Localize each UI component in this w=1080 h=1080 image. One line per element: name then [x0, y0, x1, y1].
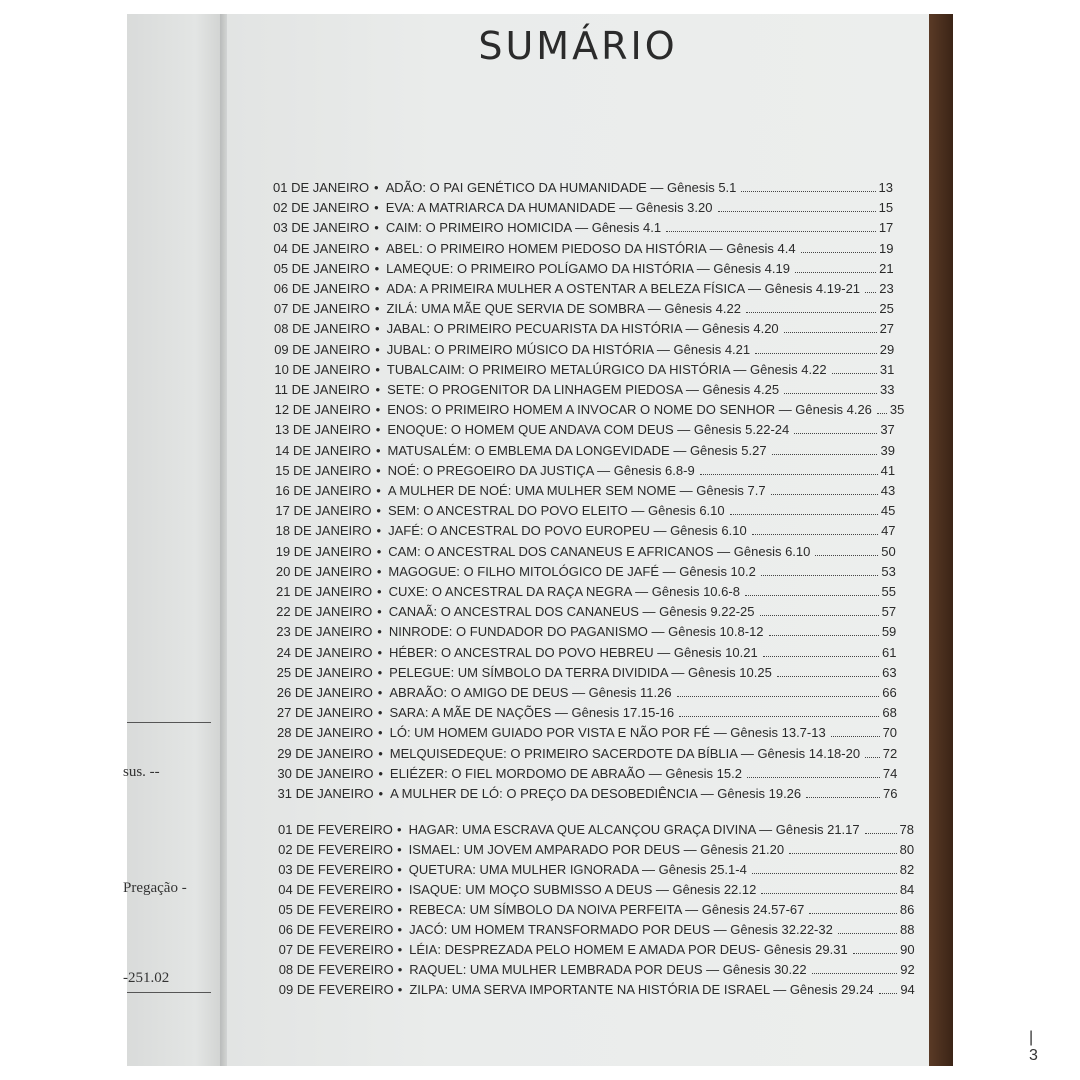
dot-leader — [755, 353, 877, 354]
toc-page-number: 41 — [880, 462, 896, 478]
toc-page-number: 13 — [878, 180, 893, 195]
toc-entry-title: ENOQUE: O HOMEM QUE ANDAVA COM DEUS — Gênesis 5.22-24 — [387, 422, 790, 438]
toc-page-number: 61 — [881, 644, 897, 660]
toc-entry — [275, 503, 895, 518]
toc-page-number: 88 — [900, 922, 915, 937]
bullet-icon: • — [397, 962, 403, 977]
toc-entry-title: ISMAEL: UM JOVEM AMPARADO POR DEUS — Gênesis 21.20 — [408, 842, 785, 857]
toc-page-number: 59 — [881, 624, 897, 640]
bullet-icon: • — [397, 862, 402, 877]
toc-page-number: 82 — [899, 862, 915, 877]
bullet-icon: • — [375, 321, 380, 337]
toc-entry — [273, 241, 893, 256]
toc-entry-title: ZILÁ: UMA MÃE QUE SERVIA DE SOMBRA — Gênesis 4.22 — [386, 301, 741, 317]
toc-date: 02 DE FEVEREIRO — [278, 842, 393, 857]
bullet-icon: • — [377, 664, 383, 680]
bullet-icon: • — [374, 281, 380, 296]
toc-date: 13 DE JANEIRO — [274, 422, 371, 438]
toc-entry — [278, 786, 898, 801]
dot-leader — [769, 635, 879, 636]
toc-date: 27 DE JANEIRO — [276, 705, 373, 721]
toc-page-number: 76 — [883, 786, 898, 801]
bullet-icon: • — [374, 260, 380, 276]
toc-page-number: 78 — [899, 822, 914, 837]
toc-date: 01 DE JANEIRO — [273, 180, 370, 195]
toc-entry — [274, 321, 894, 336]
dot-leader — [865, 833, 897, 834]
toc-entry-title: CAM: O ANCESTRAL DOS CANANEUS E AFRICANOS — Gênesis 6.10 — [388, 543, 811, 559]
bullet-icon: • — [374, 301, 380, 317]
toc-entry-title: REBECA: UM SÍMBOLO DA NOIVA PERFEITA — Gênesis 24.57-67 — [408, 902, 805, 917]
toc-page-number: 31 — [879, 361, 895, 377]
dot-leader — [772, 454, 878, 455]
bullet-icon: • — [376, 503, 381, 519]
toc-entry-title: JUBAL: O PRIMEIRO MÚSICO DA HISTÓRIA — Gênesis 4.21 — [386, 341, 751, 357]
toc-page-number: 15 — [878, 200, 894, 216]
bullet-icon: • — [374, 240, 379, 256]
toc-entry-title: QUETURA: UMA MULHER IGNORADA — Gênesis 25.1-4 — [408, 862, 747, 877]
toc-date: 05 DE FEVEREIRO — [278, 902, 394, 917]
toc-entry — [276, 544, 896, 559]
toc-entry — [276, 624, 896, 639]
left-page-rule-bottom — [127, 992, 211, 993]
bullet-icon: • — [377, 644, 382, 660]
toc-entry-title: A MULHER DE LÓ: O PREÇO DA DESOBEDIÊNCIA — Gênesis 19.26 — [390, 786, 802, 801]
toc-page-number: 92 — [900, 962, 915, 977]
dot-leader — [795, 272, 876, 273]
toc-entry — [275, 483, 895, 498]
toc-entry — [277, 685, 897, 700]
toc-entry-title: NOÉ: O PREGOEIRO DA JUSTIÇA — Gênesis 6.8-9 — [387, 462, 695, 478]
toc-date: 24 DE JANEIRO — [276, 644, 373, 660]
dot-leader — [832, 373, 877, 374]
toc-entry-title: MATUSALÉM: O EMBLEMA DA LONGEVIDADE — Gênesis 5.27 — [387, 442, 767, 458]
toc-entry-title: SEM: O ANCESTRAL DO POVO ELEITO — Gênesis 6.10 — [387, 503, 725, 519]
dot-leader — [794, 433, 877, 434]
dot-leader — [763, 656, 879, 657]
left-page-rule-top — [127, 722, 211, 723]
toc-entry — [278, 882, 914, 897]
toc-date: 14 DE JANEIRO — [274, 442, 372, 458]
toc-date: 21 DE JANEIRO — [276, 584, 373, 599]
toc-page-number: 84 — [899, 882, 915, 897]
toc-page-number: 66 — [882, 685, 897, 700]
toc-page-number: 35 — [889, 402, 905, 418]
toc-entry — [274, 342, 894, 357]
toc-entry — [276, 523, 896, 538]
toc-page-number: 45 — [880, 503, 896, 519]
toc-entry-title: ADÃO: O PAI GENÉTICO DA HUMANIDADE — Gênesis 5.1 — [385, 180, 737, 195]
toc-date: 08 DE FEVEREIRO — [278, 962, 394, 977]
toc-entry-title: ABRAÃO: O AMIGO DE DEUS — Gênesis 11.26 — [389, 685, 672, 700]
bullet-icon: • — [397, 822, 402, 837]
bullet-icon: • — [374, 200, 379, 216]
dot-leader — [806, 797, 880, 798]
toc-date: 30 DE JANEIRO — [277, 765, 374, 781]
toc-entry-title: PELEGUE: UM SÍMBOLO DA TERRA DIVIDIDA — Gênesis 10.25 — [389, 664, 772, 680]
toc-date: 09 DE JANEIRO — [274, 341, 371, 357]
toc-page-number: 63 — [882, 664, 897, 680]
toc-date: 08 DE JANEIRO — [274, 321, 371, 337]
dot-leader — [745, 595, 879, 596]
bullet-icon: • — [375, 442, 381, 458]
toc-entry-title: ISAQUE: UM MOÇO SUBMISSO A DEUS — Gênesis 22.12 — [408, 882, 757, 897]
toc-entry — [278, 842, 914, 857]
bullet-icon: • — [376, 462, 381, 478]
toc-page-number: 27 — [879, 321, 895, 337]
dot-leader — [815, 555, 878, 556]
toc-date: 10 DE JANEIRO — [274, 361, 371, 377]
toc-entry-title: RAQUEL: UMA MULHER LEMBRADA POR DEUS — Gênesis 30.22 — [409, 962, 807, 977]
toc-entry-title: EVA: A MATRIARCA DA HUMANIDADE — Gênesis 3.20 — [385, 200, 713, 216]
toc-entry-title: ELIÉZER: O FIEL MORDOMO DE ABRAÃO — Gênesis 15.2 — [389, 765, 742, 781]
dot-leader — [784, 332, 877, 333]
dot-leader — [746, 312, 876, 313]
dot-leader — [865, 757, 880, 758]
toc-page-number: 53 — [881, 563, 896, 579]
bullet-icon: • — [378, 786, 384, 801]
toc-entry — [277, 665, 897, 680]
bullet-icon: • — [397, 982, 403, 997]
toc-entry-title: LÓ: UM HOMEM GUIADO POR VISTA E NÃO POR FÉ — Gênesis 13.7-13 — [389, 725, 826, 741]
toc-entry-title: HÉBER: O ANCESTRAL DO POVO HEBREU — Gênesis 10.21 — [389, 644, 758, 660]
toc-entry-title: ZILPA: UMA SERVA IMPORTANTE NA HISTÓRIA DE ISRAEL — Gênesis 29.24 — [409, 982, 874, 997]
toc-entry — [274, 301, 894, 316]
toc-entry — [275, 463, 895, 478]
toc-entry — [276, 604, 896, 619]
toc-date: 29 DE JANEIRO — [277, 745, 374, 761]
toc-date: 28 DE JANEIRO — [277, 725, 374, 741]
bullet-icon: • — [378, 745, 383, 761]
dot-leader — [777, 676, 879, 677]
dot-leader — [853, 953, 897, 954]
dot-leader — [877, 413, 887, 414]
toc-entry — [274, 281, 894, 296]
toc-page-number: 47 — [881, 523, 896, 539]
bullet-icon: • — [375, 361, 380, 377]
toc-date: 06 DE JANEIRO — [273, 281, 370, 296]
dot-leader — [879, 993, 898, 994]
toc-entry-title: NINRODE: O FUNDADOR DO PAGANISMO — Gênesis 10.8-12 — [388, 624, 764, 640]
dot-leader — [838, 933, 897, 934]
toc-date: 04 DE FEVEREIRO — [278, 882, 394, 897]
toc-page-number: 68 — [882, 705, 897, 721]
dot-leader — [812, 973, 898, 974]
dot-leader — [865, 292, 876, 293]
bullet-icon: • — [375, 382, 381, 397]
toc-page-number: 72 — [882, 745, 898, 761]
toc-date: 11 DE JANEIRO — [274, 382, 370, 397]
toc-page-number: 29 — [879, 341, 895, 357]
bullet-icon: • — [375, 402, 381, 418]
left-page-fragment: Pregação - — [123, 880, 187, 896]
bullet-icon: • — [375, 341, 380, 357]
toc-page-number: 86 — [899, 902, 915, 917]
toc-entry — [277, 705, 897, 720]
toc-entry — [274, 261, 894, 276]
toc-page-number: 50 — [881, 543, 896, 559]
toc-entry — [276, 645, 896, 660]
bullet-icon: • — [377, 705, 383, 721]
toc-entry-title: CANAÃ: O ANCESTRAL DOS CANANEUS — Gênesis 9.22-25 — [388, 604, 755, 620]
left-page-fragment: sus. -- — [123, 764, 160, 780]
toc-date: 04 DE JANEIRO — [273, 240, 370, 256]
toc-entry — [277, 766, 897, 781]
bullet-icon: • — [376, 563, 382, 579]
toc-entry-title: ENOS: O PRIMEIRO HOMEM A INVOCAR O NOME DO SENHOR — Gênesis 4.26 — [387, 402, 872, 418]
dot-leader — [718, 211, 876, 212]
right-page — [227, 14, 1038, 1066]
bullet-icon: • — [374, 220, 379, 236]
toc-entry-title: MAGOGUE: O FILHO MITOLÓGICO DE JAFÉ — Gênesis 10.2 — [388, 563, 756, 579]
toc-page-number: 23 — [879, 281, 894, 296]
left-page — [123, 14, 225, 1066]
toc-entry — [273, 200, 893, 215]
bullet-icon: • — [397, 922, 403, 937]
book-photo — [123, 14, 1038, 1066]
toc-page-number: 55 — [881, 584, 896, 599]
toc-entry — [277, 746, 897, 761]
toc-entry — [279, 922, 915, 937]
toc-entry-title: JAFÉ: O ANCESTRAL DO POVO EUROPEU — Gênesis 6.10 — [388, 523, 747, 539]
toc-date: 15 DE JANEIRO — [275, 462, 372, 478]
toc-page-number: 94 — [900, 982, 915, 997]
toc-date: 19 DE JANEIRO — [275, 543, 372, 559]
toc-entry — [278, 822, 914, 837]
toc-page-number: 21 — [879, 260, 894, 276]
toc-entry-title: LAMEQUE: O PRIMEIRO POLÍGAMO DA HISTÓRIA — Gênesis 4.19 — [386, 260, 790, 276]
toc-date: 18 DE JANEIRO — [275, 523, 372, 539]
toc-entry-title: LÉIA: DESPREZADA PELO HOMEM E AMADA POR DEUS- Gênesis 29.31 — [409, 942, 848, 957]
toc-page-number: 80 — [899, 842, 915, 857]
dot-leader — [741, 191, 875, 192]
toc-page-number: 33 — [880, 382, 895, 397]
dot-leader — [801, 252, 876, 253]
toc-entry-title: SARA: A MÃE DE NAÇÕES — Gênesis 17.15-16 — [389, 705, 675, 721]
toc-entry-title: ABEL: O PRIMEIRO HOMEM PIEDOSO DA HISTÓRIA — Gênesis 4.4 — [386, 240, 796, 256]
toc-date: 31 DE JANEIRO — [277, 786, 374, 801]
toc-entry-title: A MULHER DE NOÉ: UMA MULHER SEM NOME — Gênesis 7.7 — [387, 483, 766, 498]
toc-date: 25 DE JANEIRO — [276, 664, 373, 680]
toc-date: 09 DE FEVEREIRO — [278, 982, 394, 997]
toc-entry — [278, 902, 914, 917]
dot-leader — [730, 514, 878, 515]
bullet-icon: • — [377, 624, 382, 640]
toc-entry-title: SETE: O PROGENITOR DA LINHAGEM PIEDOSA — Gênesis 4.25 — [387, 382, 780, 397]
toc-date: 07 DE FEVEREIRO — [278, 942, 394, 957]
toc-entry-title: JABAL: O PRIMEIRO PECUARISTA DA HISTÓRIA — Gênesis 4.20 — [386, 321, 779, 337]
toc-date: 23 DE JANEIRO — [276, 624, 373, 640]
toc-entry — [279, 942, 915, 957]
toc-date: 20 DE JANEIRO — [275, 563, 372, 579]
toc-date: 07 DE JANEIRO — [273, 301, 370, 317]
toc-page-number: 39 — [880, 442, 895, 458]
bullet-icon: • — [397, 882, 402, 897]
dot-leader — [771, 494, 878, 495]
toc-entry-title: CAIM: O PRIMEIRO HOMICIDA — Gênesis 4.1 — [385, 220, 662, 236]
toc-date: 16 DE JANEIRO — [275, 483, 372, 498]
toc-date: 17 DE JANEIRO — [275, 503, 372, 519]
page-title: SUMÁRIO — [478, 24, 678, 68]
toc-entry-title: CUXE: O ANCESTRAL DA RAÇA NEGRA — Gênesis 10.6-8 — [388, 584, 740, 599]
bullet-icon: • — [376, 543, 382, 559]
dot-leader — [752, 873, 897, 874]
dot-leader — [752, 534, 878, 535]
toc-entry — [275, 382, 895, 397]
bullet-icon: • — [377, 584, 382, 599]
toc-date: 22 DE JANEIRO — [276, 604, 373, 620]
left-page-fragment: -251.02 — [123, 970, 170, 986]
toc-date: 03 DE FEVEREIRO — [278, 862, 394, 877]
dot-leader — [789, 853, 897, 854]
toc-date: 05 DE JANEIRO — [273, 260, 370, 276]
bullet-icon: • — [397, 902, 402, 917]
toc-page-number: 19 — [878, 240, 894, 256]
bullet-icon: • — [377, 604, 382, 620]
dot-leader — [679, 716, 879, 717]
toc-date: 06 DE FEVEREIRO — [278, 922, 394, 937]
toc-entry-title: JACÓ: UM HOMEM TRANSFORMADO POR DEUS — Gênesis 32.22-32 — [409, 922, 833, 937]
bullet-icon: • — [397, 942, 403, 957]
page-number: | 3 — [1029, 1029, 1038, 1064]
dot-leader — [761, 893, 896, 894]
dot-leader — [760, 615, 879, 616]
toc-entry — [276, 584, 896, 599]
toc-page-number: 25 — [879, 301, 894, 317]
toc-entry-title: ADA: A PRIMEIRA MULHER A OSTENTAR A BELEZA FÍSICA — Gênesis 4.19-21 — [386, 281, 861, 296]
toc-date: 01 DE FEVEREIRO — [278, 822, 393, 837]
toc-page-number: 70 — [882, 725, 898, 741]
toc-entry — [279, 982, 915, 997]
bullet-icon: • — [397, 842, 402, 857]
toc-entry — [273, 180, 893, 195]
toc-date: 02 DE JANEIRO — [273, 200, 370, 216]
dot-leader — [761, 575, 879, 576]
toc-page-number: 43 — [880, 483, 896, 498]
toc-date: 12 DE JANEIRO — [274, 402, 371, 418]
dot-leader — [831, 736, 880, 737]
toc-page-number: 17 — [878, 220, 894, 236]
toc-date: 26 DE JANEIRO — [276, 685, 373, 700]
toc-entry-title: HAGAR: UMA ESCRAVA QUE ALCANÇOU GRAÇA DIVINA — Gênesis 21.17 — [408, 822, 860, 837]
bullet-icon: • — [374, 180, 379, 195]
bullet-icon: • — [378, 725, 383, 741]
bullet-icon: • — [378, 765, 383, 781]
toc-entry-title: TUBALCAIM: O PRIMEIRO METALÚRGICO DA HISTÓRIA — Gênesis 4.22 — [386, 361, 827, 377]
dot-leader — [677, 696, 880, 697]
toc-entry — [279, 962, 915, 977]
toc-entry — [278, 862, 914, 877]
toc-page-number: 74 — [882, 765, 898, 781]
toc-entry — [275, 422, 895, 437]
toc-date: 03 DE JANEIRO — [273, 220, 370, 236]
toc-entry — [276, 564, 896, 579]
dot-leader — [700, 474, 878, 475]
toc-page-number: 57 — [881, 604, 897, 620]
bullet-icon: • — [376, 483, 381, 498]
toc-page-number: 37 — [880, 422, 895, 438]
dot-leader — [747, 777, 880, 778]
toc-entry-title: MELQUISEDEQUE: O PRIMEIRO SACERDOTE DA BÍBLIA — Gênesis 14.18-20 — [389, 745, 861, 761]
toc-entry — [277, 725, 897, 740]
toc-entry — [274, 402, 905, 418]
bullet-icon: • — [377, 685, 383, 700]
toc-entry — [274, 362, 894, 377]
dot-leader — [666, 231, 876, 232]
table-edge — [929, 14, 953, 1066]
toc-entry — [275, 443, 895, 458]
dot-leader — [809, 913, 897, 914]
bullet-icon: • — [376, 523, 382, 539]
dot-leader — [784, 393, 877, 394]
toc-page-number: 90 — [900, 942, 915, 957]
toc-entry — [273, 220, 893, 235]
bullet-icon: • — [375, 422, 381, 438]
